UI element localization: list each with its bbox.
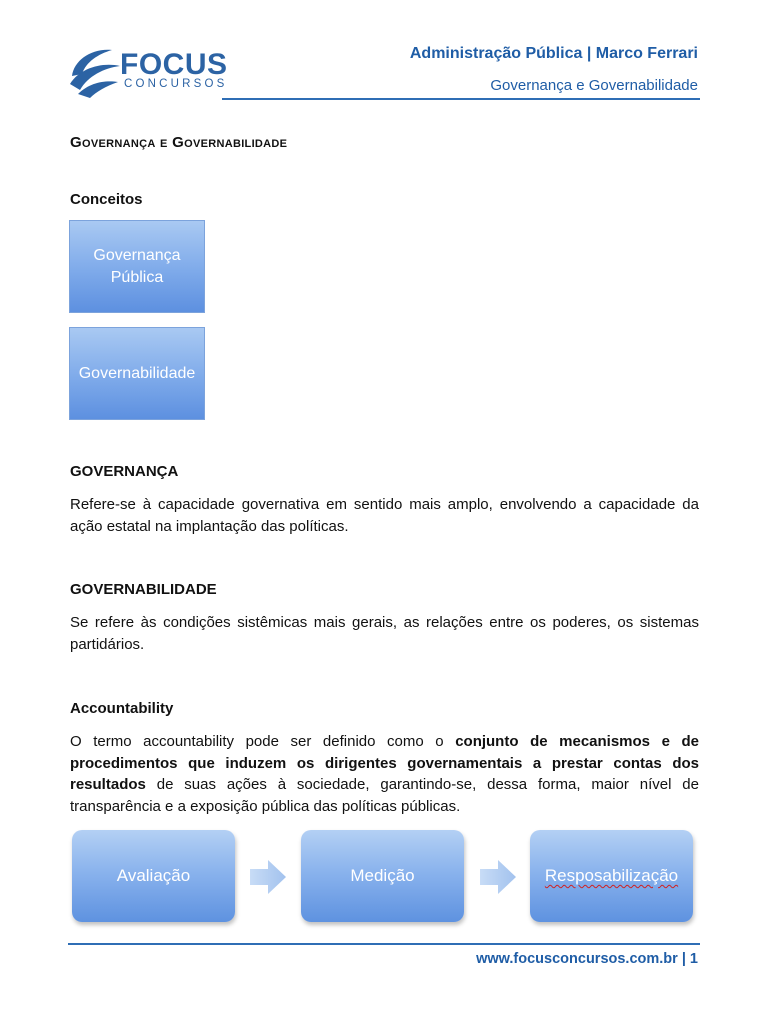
footer-website-page: www.focusconcursos.com.br | 1 <box>476 951 698 967</box>
flow-box-label: Resposabilização <box>544 866 679 885</box>
logo-subword: CONCURSOS <box>124 78 228 90</box>
governabilidade-heading: GOVERNABILIDADE <box>70 581 217 598</box>
accountability-text-part-1: O termo accountability pode ser definido como o <box>70 733 456 750</box>
accountability-text-part-2: de suas ações à sociedade, garantindo-se, dessa forma, maior nível de transparência e a exposição pública das políticas públicas. <box>70 776 699 815</box>
flow-box-avaliacao <box>72 830 235 922</box>
flow-box-label: Medição <box>350 866 415 885</box>
governabilidade-text: Se refere às condições sistêmicas mais gerais, as relações entre os poderes, os sistemas partidários. <box>70 614 699 653</box>
accountability-text-bold: conjunto de mecanismos e de procedimentos que induzem os dirigentes governamentais a prestar contas dos resultados <box>70 733 699 793</box>
header-subtitle: Governança e Governabilidade <box>490 77 698 94</box>
concept-box-governabilidade: Governabilidade <box>69 327 205 420</box>
header-title: Administração Pública | Marco Ferrari <box>409 45 698 62</box>
flow-box-responsabilizacao <box>530 830 693 922</box>
arrow-right-icon <box>480 858 516 896</box>
footer-divider <box>68 943 700 945</box>
arrow-right-icon <box>250 858 286 896</box>
concept-box-governanca-publica: Governança Pública <box>69 220 205 313</box>
header-divider <box>222 98 700 100</box>
conceitos-heading: Conceitos <box>70 191 143 208</box>
governanca-heading: GOVERNANÇA <box>70 463 179 480</box>
logo-word: FOCUS <box>120 48 228 81</box>
logo-emblem-icon <box>68 46 124 98</box>
accountability-text <box>70 731 699 817</box>
governanca-text: Refere-se à capacidade governativa em sentido mais amplo, envolvendo a capacidade da ação estatal na implantação das políticas. <box>70 496 699 535</box>
flow-box-label: Avaliação <box>116 866 191 885</box>
flow-box-medicao <box>301 830 464 922</box>
document-title: Governança e Governabilidade <box>70 134 288 151</box>
accountability-heading: Accountability <box>70 700 174 717</box>
